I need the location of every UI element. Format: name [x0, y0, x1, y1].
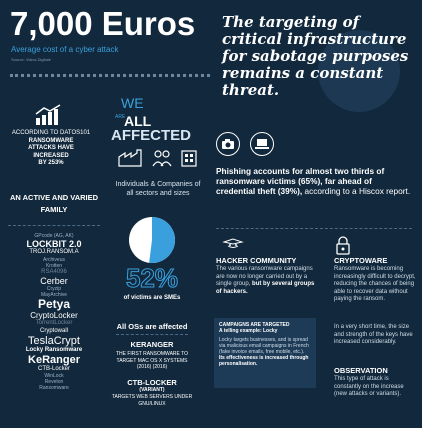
are-word: ARE: [115, 114, 126, 120]
family-name: Cryptowall: [39, 327, 68, 334]
cryptoware-title: CRYPTOWARE: [334, 256, 388, 265]
we-word: WE: [121, 95, 144, 111]
family-name: TeslaCrypt: [28, 335, 80, 347]
family-name: CTB-Locker: [37, 365, 70, 372]
campaigns-title: CAMPAIGNS ARE TARGETED: [219, 322, 290, 328]
family-name: Petya: [37, 297, 71, 311]
stat-line-1: ACCORDING TO DATOS101: [11, 130, 91, 136]
ransomware-stat: [4, 130, 98, 168]
observation-text: This type of attack is constantly on the increase (new attacks or variants).: [334, 376, 404, 397]
campaigns-subtitle: A telling example: Locky: [219, 328, 278, 334]
family-title: AN ACTIVE AND VARIED FAMILY: [9, 193, 99, 214]
source-note: Source: Visiva Digitale: [11, 57, 51, 62]
family-name: Cerber: [40, 276, 68, 286]
skull-lock-icon: [334, 236, 352, 256]
campaigns-bold: Its effectiveness is increased through personalisation.: [219, 355, 309, 367]
sme-label: of victims are SMEs: [123, 295, 181, 301]
family-divider: [8, 225, 100, 226]
cryptoware-text-1: Ransomware is becoming increasingly difficult to decrypt, reducing the chances of being able to recover data without paying the ransom.: [334, 266, 416, 302]
building-icon: [180, 149, 198, 172]
phishing-text: [216, 166, 412, 196]
family-name: CryptoLocker: [30, 311, 78, 320]
affected-caption: Individuals & Companies of all sectors and sizes: [115, 181, 201, 197]
hacker-icon: [222, 238, 244, 254]
keranger-title: KERANGER: [130, 340, 174, 349]
hacker-text: [216, 266, 316, 296]
campaigns-plain: Locky targets businesses, and is spread via malicious email campaigns in French (fake invoice emails, free mobile, etc.).: [219, 337, 309, 355]
laptop-phishing-icon: [250, 132, 274, 156]
family-list: [4, 233, 104, 391]
hacker-plain: The various ransomware campaigns are now no longer carried out by a single group,: [216, 266, 313, 287]
chart-up-icon: [34, 104, 64, 126]
campaigns-text: [219, 337, 311, 367]
family-name: RSA4096: [41, 268, 67, 275]
affected-word: AFFECTED: [111, 127, 191, 144]
family-name: MayArchive: [40, 292, 68, 298]
family-name: LOCKBIT 2.0: [26, 239, 82, 249]
family-name: Cryzip: [46, 286, 62, 292]
sector-icons: [118, 152, 198, 172]
keranger-text: THE FIRST RANSOMWARE TO TARGET MAC OS X SYSTEMS (2016) (2016): [115, 351, 189, 370]
family-name: TROJ.RANSOM.A: [29, 249, 79, 255]
hacker-bold: but by several groups of hackers.: [216, 281, 315, 295]
family-name: Archiveus: [43, 256, 65, 263]
family-name: GPcode (AG, AK): [34, 233, 74, 239]
ctb-sub: (VARIANT): [139, 387, 165, 393]
divider-dotted: [10, 74, 210, 80]
stat-line-3: ATTACKS HAVE: [28, 145, 74, 151]
cost-subtitle: Average cost of a cyber attack: [11, 45, 119, 54]
ctb-title: CTB-LOCKER: [127, 378, 177, 387]
phishing-plain: according to a Hiscox report.: [302, 186, 411, 196]
all-word: ALL: [124, 113, 152, 129]
family-name: KeRanger: [28, 353, 80, 366]
cryptoware-text-2: In a very short time, the size and strength of the keys have increased considerably.: [334, 324, 413, 345]
observation-title: OBSERVATION: [334, 366, 388, 375]
family-name: Krotten: [45, 262, 63, 269]
ctb-text: TARGETS WEB SERVERS UNDER GNU/LINUX: [111, 394, 193, 407]
camera-phishing-icon: [216, 132, 240, 156]
quote-text: The targeting of critical infrastructure for sabotage purposes remains a constant threat.: [222, 13, 409, 99]
hacker-title: HACKER COMMUNITY: [216, 256, 297, 265]
pie-slice: [149, 217, 175, 263]
family-name: WinLock: [44, 373, 64, 379]
family-name: Reveton: [44, 379, 64, 385]
stat-line-5: BY 253%: [38, 160, 64, 166]
divider-dashed: [216, 228, 412, 229]
sme-pie: [127, 215, 177, 265]
os-divider: [116, 334, 188, 335]
campaigns-panel: [214, 318, 316, 388]
sme-percent: 52%: [125, 263, 179, 293]
cost-value: 7,000 Euros: [10, 5, 196, 42]
people-icon: [152, 149, 172, 172]
factory-icon: [118, 149, 144, 172]
family-name: Ransomware: [39, 385, 69, 391]
phishing-bold: Phishing accounts for almost two thirds of ransomware victims (65%), far ahead of credential theft (39%),: [216, 166, 385, 196]
family-name: TorrentLocker: [35, 320, 73, 326]
os-title: All OSs are affected: [116, 322, 188, 331]
stat-line-4: INCREASED: [33, 152, 69, 159]
family-name: Locky Ransomware: [25, 347, 83, 353]
stat-line-2: RANSOMWARE: [28, 137, 74, 144]
